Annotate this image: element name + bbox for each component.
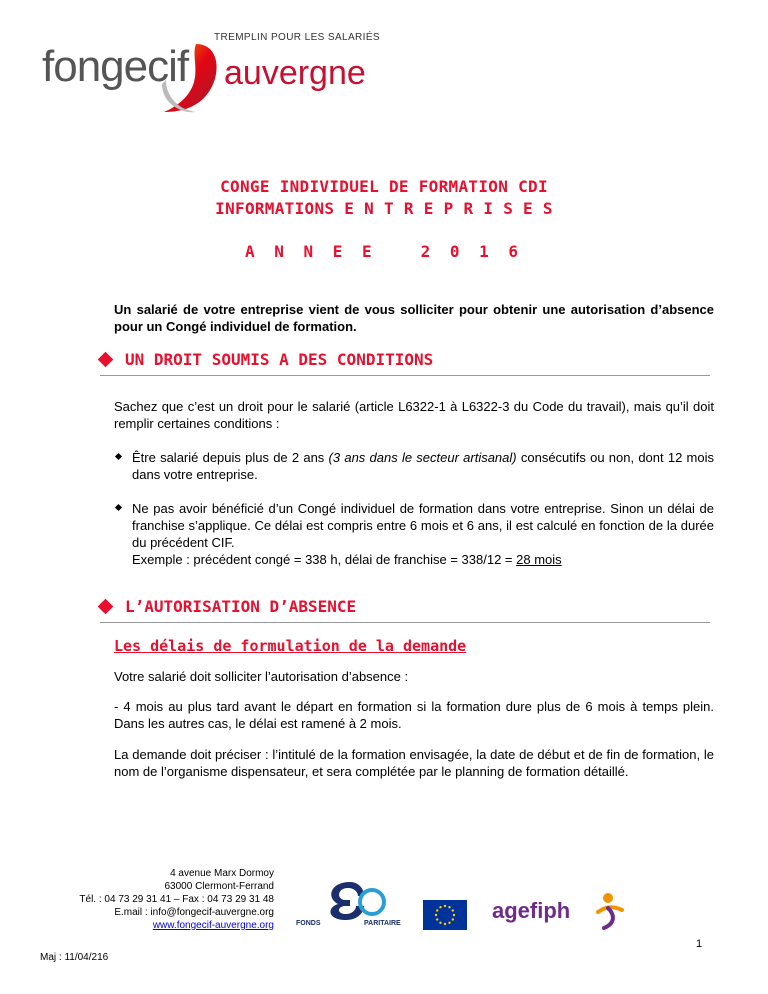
footer-address — [40, 867, 274, 932]
title-line-1: CONGE INDIVIDUEL DE FORMATION CDI — [220, 177, 548, 196]
logo-tagline: TREMPLIN POUR LES SALARIÉS — [214, 32, 381, 43]
eu-flag-logo — [423, 900, 467, 930]
agefiph-figure-icon — [594, 890, 630, 930]
address-line-2: 63000 Clermont-Ferrand — [164, 881, 274, 892]
bullet2-example-value: 28 mois — [516, 552, 562, 567]
bullet1-after: consécutifs ou non, dont 12 mois dans votre entreprise. — [132, 450, 714, 482]
section-heading-text: L’AUTORISATION D’ABSENCE — [125, 597, 357, 616]
website-link[interactable]: www.fongecif-auvergne.org — [152, 920, 274, 931]
bullet2-text: Ne pas avoir bénéficié d’un Congé individuel de formation dans votre entreprise. Sinon un délai de franchise s’applique. Ce délai est compris entre 6 mois et 6 ans, il est calculé en fonction de la durée du précédent CIF. — [132, 501, 714, 550]
list-item — [114, 449, 714, 483]
logo-word-region: auvergne — [224, 54, 366, 92]
fongecif-logo — [38, 26, 398, 118]
delais-paragraph-2: - 4 mois au plus tard avant le départ en formation si la formation dure plus de 6 mois à temps plein. Dans les autres cas, le délai est ramené à 2 mois. — [114, 699, 714, 731]
subheading-delais: Les délais de formulation de la demande — [114, 637, 467, 655]
fpspp-emblem-icon — [320, 878, 400, 922]
address-line-1: 4 avenue Marx Dormoy — [170, 868, 274, 879]
list-item — [114, 500, 714, 568]
condition-list-2 — [114, 500, 714, 568]
logo-word-main: fongecif — [42, 42, 189, 91]
bullet-diamond-icon — [115, 453, 122, 460]
bullet1-before: Être salarié depuis plus de 2 ans — [132, 450, 329, 465]
agefiph-logo-text: agefiph — [492, 898, 571, 923]
address-email: E.mail : info@fongecif-auvergne.org — [114, 907, 274, 918]
eu-stars-icon — [423, 900, 467, 930]
document-title-block — [0, 176, 768, 261]
fpspp-label-2: PARITAIRE — [364, 920, 401, 927]
section-divider — [100, 375, 710, 376]
address-phone: Tél. : 04 73 29 31 41 – Fax : 04 73 29 31 48 — [79, 894, 274, 905]
logo-swoosh-icon — [156, 40, 226, 120]
diamond-bullet-icon — [98, 352, 114, 368]
condition-list-1 — [114, 449, 714, 483]
title-line-2: INFORMATIONS E N T R E P R I S E S — [215, 199, 553, 218]
diamond-bullet-icon — [98, 599, 114, 615]
fpspp-label-1: FONDS — [296, 920, 321, 927]
bullet1-italic: (3 ans dans le secteur artisanal) — [328, 450, 517, 465]
fpspp-logo — [294, 878, 424, 938]
delais-paragraph-3: La demande doit préciser : l’intitulé de la formation envisagée, la date de début et de fin de formation, le nom de l’organisme dispensateur, et sera complétée par le planning de formation détaillé. — [114, 747, 714, 779]
section-heading-conditions — [100, 350, 433, 369]
section-heading-autorisation — [100, 597, 356, 616]
title-year: A N N E E 2 0 1 6 — [244, 242, 524, 261]
section-divider — [100, 622, 710, 623]
bullet2-example: Exemple : précédent congé = 338 h, délai de franchise = 338/12 = — [132, 552, 517, 567]
section-heading-text: UN DROIT SOUMIS A DES CONDITIONS — [125, 350, 434, 369]
bullet-diamond-icon — [115, 504, 122, 511]
page-number: 1 — [696, 938, 703, 950]
conditions-paragraph: Sachez que c’est un droit pour le salarié (article L6322-1 à L6322-3 du Code du travail), mais qu’il doit remplir certaines conditions : — [114, 399, 714, 431]
delais-paragraph-1: Votre salarié doit solliciter l’autorisation d’absence : — [114, 669, 409, 684]
intro-paragraph: Un salarié de votre entreprise vient de vous solliciter pour obtenir une autorisation d’absence pour un Congé individuel de formation. — [114, 302, 714, 334]
update-date: Maj : 11/04/216 — [40, 952, 109, 963]
